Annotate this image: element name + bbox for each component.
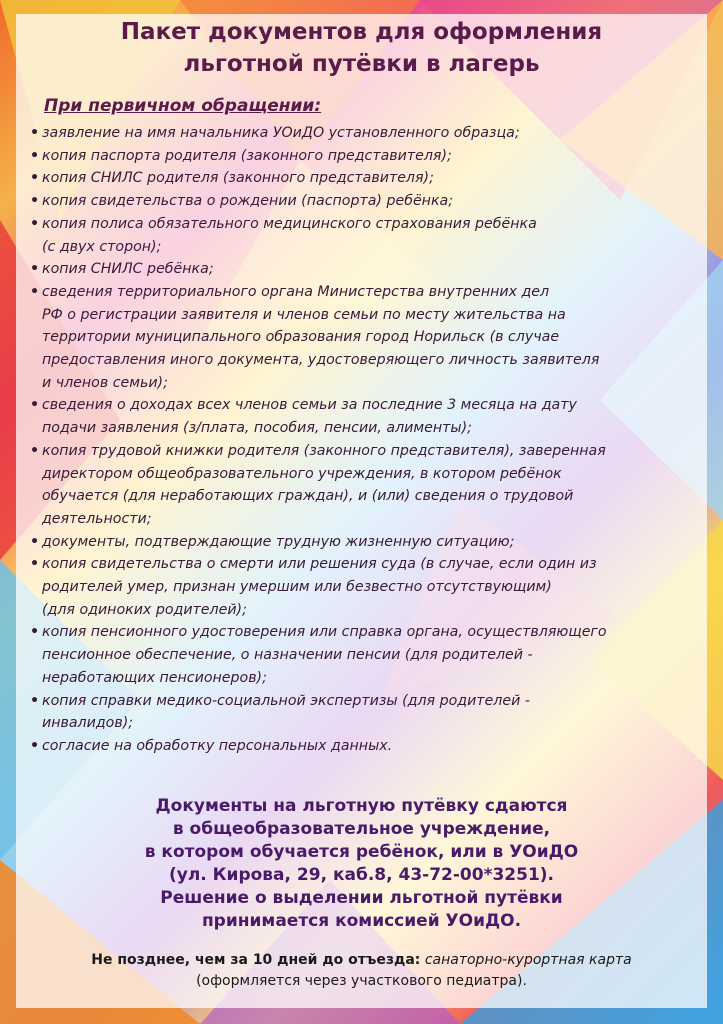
list-item-line: документы, подтверждающие трудную жизненную ситуацию; xyxy=(42,533,515,550)
bullet-icon: • xyxy=(30,737,40,754)
bullet-icon: • xyxy=(30,193,40,210)
list-item-line: директором общеобразовательного учреждения, в котором ребёнок xyxy=(42,465,562,482)
deadline-rest: санаторно-курортная карта xyxy=(420,952,632,968)
bullet-icon: • xyxy=(30,624,40,641)
bullet-icon: • xyxy=(30,533,40,550)
list-item xyxy=(30,167,702,190)
deadline-note xyxy=(0,950,723,992)
submission-line: в котором обучается ребёнок, или в УОиДО xyxy=(144,842,579,862)
submission-line: принимается комиссией УОиДО. xyxy=(201,911,522,931)
list-item xyxy=(30,690,702,735)
list-item-line: копия пенсионного удостоверения или справка органа, осуществляющего xyxy=(42,624,607,641)
submission-line: Документы на льготную путёвку сдаются xyxy=(155,796,568,816)
list-item xyxy=(30,258,702,281)
deadline-line-2: (оформляется через участкового педиатра). xyxy=(196,973,527,989)
page-title xyxy=(0,16,723,80)
bullet-icon: • xyxy=(30,397,40,414)
list-item-line: пенсионное обеспечение, о назначении пенсии (для родителей - xyxy=(42,647,533,664)
submission-line: в общеобразовательное учреждение, xyxy=(172,819,551,839)
list-item-line: копия справки медико-социальной экспертизы (для родителей - xyxy=(42,692,530,709)
list-item-line: инвалидов); xyxy=(42,715,134,732)
list-item-line: сведения территориального органа Министерства внутренних дел xyxy=(42,283,550,300)
list-item-line: заявление на имя начальника УОиДО установленного образца; xyxy=(42,125,520,141)
list-item-line: неработающих пенсионеров); xyxy=(42,669,267,686)
title-line-2: льготной путёвки в лагерь xyxy=(183,51,540,77)
list-item-line: копия свидетельства о рождении (паспорта) ребёнка; xyxy=(42,193,453,210)
list-item xyxy=(30,735,702,758)
list-item-line: сведения о доходах всех членов семьи за последние 3 месяца на дату xyxy=(42,397,577,414)
list-item-line: обучается (для неработающих граждан), и (или) сведения о трудовой xyxy=(42,488,574,505)
list-item-line: территории муниципального образования город Норильск (в случае xyxy=(42,329,560,346)
document-list xyxy=(30,122,702,758)
list-item xyxy=(30,394,702,439)
title-line-1: Пакет документов для оформления xyxy=(120,19,603,45)
list-item xyxy=(30,531,702,554)
list-item-line: подачи заявления (з/плата, пособия, пенсии, алименты); xyxy=(42,420,472,437)
list-item-line: согласие на обработку персональных данных. xyxy=(42,737,393,754)
bullet-icon: • xyxy=(30,261,40,278)
deadline-bold: Не позднее, чем за 10 дней до отъезда: xyxy=(91,952,421,968)
list-item-line: и членов семьи); xyxy=(42,374,168,391)
list-item xyxy=(30,122,702,145)
list-item-line: деятельности; xyxy=(42,510,152,527)
submission-line: (ул. Кирова, 29, каб.8, 43-72-00*3251). xyxy=(168,865,555,885)
bullet-icon: • xyxy=(30,147,40,164)
list-item-line: копия свидетельства о смерти или решения суда (в случае, если один из xyxy=(42,556,597,573)
list-item-line: копия паспорта родителя (законного представителя); xyxy=(42,147,452,164)
bullet-icon: • xyxy=(30,556,40,573)
list-item xyxy=(30,621,702,689)
submission-line: Решение о выделении льготной путёвки xyxy=(160,888,563,908)
list-item-line: (с двух сторон); xyxy=(42,238,162,255)
subheading: При первичном обращении: xyxy=(44,96,322,116)
list-item-line: (для одиноких родителей); xyxy=(42,601,247,618)
list-item xyxy=(30,553,702,621)
list-item xyxy=(30,145,702,168)
bullet-icon: • xyxy=(30,125,40,141)
list-item-line: родителей умер, признан умершим или безвестно отсутствующим) xyxy=(42,579,552,596)
bullet-icon: • xyxy=(30,215,40,232)
list-item-line: копия полиса обязательного медицинского страхования ребёнка xyxy=(42,215,537,232)
list-item xyxy=(30,213,702,258)
submission-info xyxy=(0,795,723,933)
list-item-line: копия СНИЛС родителя (законного представителя); xyxy=(42,170,434,187)
bullet-icon: • xyxy=(30,170,40,187)
list-item-line: РФ о регистрации заявителя и членов семьи по месту жительства на xyxy=(42,306,566,323)
list-item-line: копия трудовой книжки родителя (законного представителя), заверенная xyxy=(42,442,606,459)
list-item-line: копия СНИЛС ребёнка; xyxy=(42,261,214,278)
list-item-line: предоставления иного документа, удостоверяющего личность заявителя xyxy=(42,352,600,369)
list-item xyxy=(30,190,702,213)
bullet-icon: • xyxy=(30,283,40,300)
bullet-icon: • xyxy=(30,442,40,459)
deadline-line-1 xyxy=(0,950,723,971)
list-item xyxy=(30,440,702,531)
bullet-icon: • xyxy=(30,692,40,709)
list-item xyxy=(30,281,702,395)
